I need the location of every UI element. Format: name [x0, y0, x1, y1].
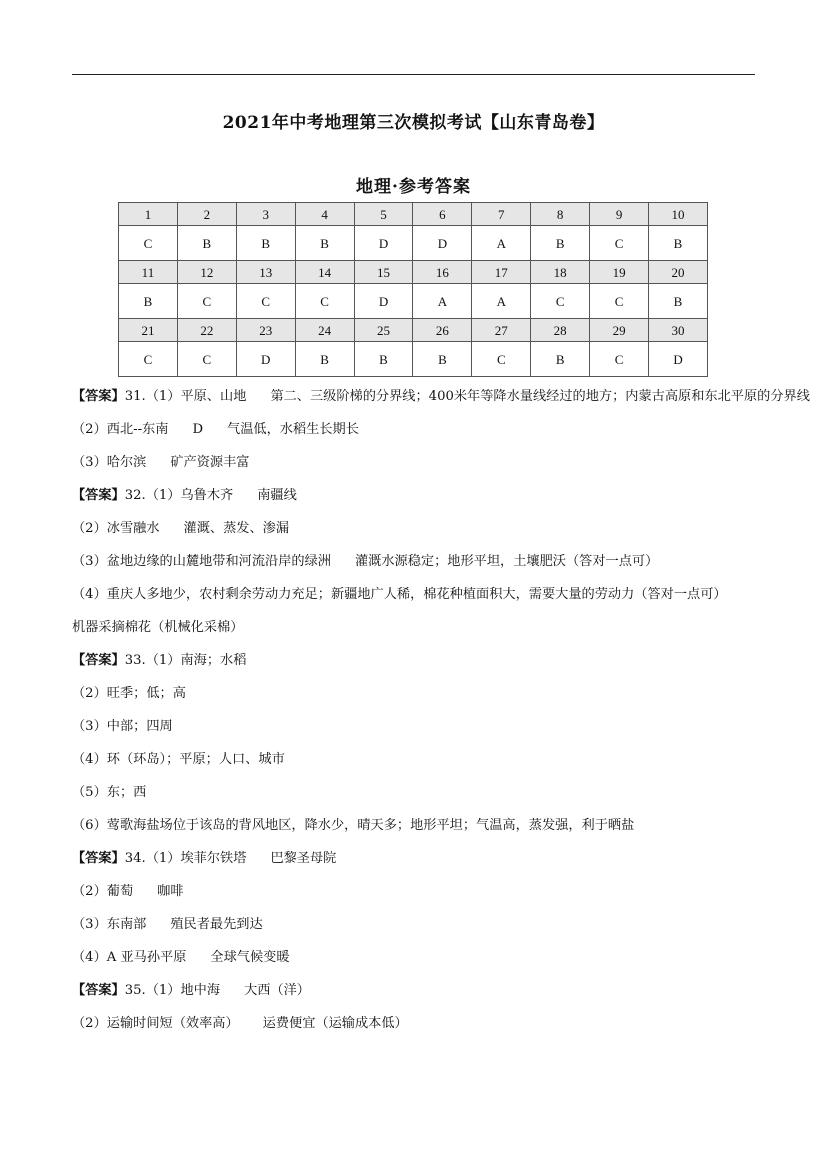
- question-number-cell: 8: [531, 203, 590, 226]
- answer-cell: B: [531, 226, 590, 261]
- answer-31-line-2: （2）西北--东南 D 气温低，水稻生长期长: [72, 422, 359, 437]
- answer-table: [118, 202, 708, 377]
- answer-cell: D: [413, 226, 472, 261]
- question-number-cell: 30: [649, 319, 708, 342]
- answer-label: 【答案】: [72, 983, 125, 998]
- question-number-cell: 3: [236, 203, 295, 226]
- answer-33-line-2: （2）旺季；低；高: [72, 686, 186, 701]
- question-number-cell: 4: [295, 203, 354, 226]
- question-number-cell: 20: [649, 261, 708, 284]
- answer-cell: C: [590, 342, 649, 377]
- question-number-cell: 5: [354, 203, 413, 226]
- answer-cell: C: [236, 284, 295, 319]
- answer-31-line-3: （3）哈尔滨 矿产资源丰富: [72, 455, 250, 470]
- table-row-numbers: [119, 319, 708, 342]
- answer-cell: C: [295, 284, 354, 319]
- header-rule: [72, 74, 755, 75]
- answer-32-line-4: （4）重庆人多地少，农村剩余劳动力充足；新疆地广人稀，棉花种植面积大，需要大量的劳动力（答对一点可）机器采摘棉花（机械化采棉）: [72, 587, 727, 635]
- answer-cell: D: [354, 284, 413, 319]
- answer-label: 【答案】: [72, 851, 125, 866]
- answer-cell: C: [531, 284, 590, 319]
- answer-cell: C: [590, 226, 649, 261]
- answer-33-line-3: （3）中部；四周: [72, 719, 173, 734]
- question-number-cell: 19: [590, 261, 649, 284]
- answer-label: 【答案】: [72, 488, 125, 503]
- question-number-cell: 16: [413, 261, 472, 284]
- page-subtitle: 地理·参考答案: [356, 177, 471, 197]
- answer-cell: B: [413, 342, 472, 377]
- answer-cell: B: [531, 342, 590, 377]
- question-number-cell: 1: [119, 203, 178, 226]
- answer-cell: A: [472, 226, 531, 261]
- question-number-cell: 12: [177, 261, 236, 284]
- question-number-cell: 6: [413, 203, 472, 226]
- answer-cell: D: [354, 226, 413, 261]
- answer-cell: B: [177, 226, 236, 261]
- table-row-answers: [119, 226, 708, 261]
- answer-cell: C: [177, 342, 236, 377]
- answer-cell: C: [177, 284, 236, 319]
- question-number-cell: 14: [295, 261, 354, 284]
- answer-cell: C: [590, 284, 649, 319]
- answer-cell: B: [295, 342, 354, 377]
- answer-34-line-2: （2）葡萄 咖啡: [72, 884, 184, 899]
- question-number-cell: 23: [236, 319, 295, 342]
- answer-cell: A: [472, 284, 531, 319]
- answer-cell: B: [649, 226, 708, 261]
- answer-cell: B: [236, 226, 295, 261]
- answer-cell: C: [119, 342, 178, 377]
- answer-cell: B: [354, 342, 413, 377]
- answer-33-line-1: 【答案】33.（1）南海；水稻: [72, 653, 247, 668]
- question-number-cell: 27: [472, 319, 531, 342]
- answer-34-line-4: （4）A 亚马孙平原 全球气候变暖: [72, 950, 290, 965]
- answer-cell: B: [295, 226, 354, 261]
- answer-31-line-1: 【答案】31.（1）平原、山地 第二、三级阶梯的分界线；400米年等降水量线经过的地方；内蒙古高原和东北平原的分界线: [72, 389, 810, 404]
- answer-cell: C: [119, 226, 178, 261]
- answer-32-line-1: 【答案】32.（1）乌鲁木齐 南疆线: [72, 488, 297, 503]
- question-number-cell: 22: [177, 319, 236, 342]
- answer-cell: D: [649, 342, 708, 377]
- answer-33-line-6: （6）莺歌海盐场位于该岛的背风地区，降水少，晴天多；地形平坦；气温高，蒸发强，利于晒盐: [72, 818, 635, 833]
- table-row-answers: [119, 342, 708, 377]
- question-number-cell: 15: [354, 261, 413, 284]
- table-row-numbers: [119, 203, 708, 226]
- question-number-cell: 2: [177, 203, 236, 226]
- answer-cell: B: [649, 284, 708, 319]
- answer-35-line-1: 【答案】35.（1）地中海 大西（洋）: [72, 983, 310, 998]
- answer-cell: A: [413, 284, 472, 319]
- question-number-cell: 28: [531, 319, 590, 342]
- answer-32-line-3: （3）盆地边缘的山麓地带和河流沿岸的绿洲 灌溉水源稳定；地形平坦，土壤肥沃（答对一点可）: [72, 554, 659, 569]
- question-number-cell: 11: [119, 261, 178, 284]
- answer-33-line-5: （5）东；西: [72, 785, 147, 800]
- question-number-cell: 9: [590, 203, 649, 226]
- table-row-numbers: [119, 261, 708, 284]
- answer-body: [72, 380, 810, 1040]
- answer-label: 【答案】: [72, 653, 125, 668]
- question-number-cell: 24: [295, 319, 354, 342]
- answer-35-line-2: （2）运输时间短（效率高） 运费便宜（运输成本低）: [72, 1016, 408, 1031]
- question-number-cell: 18: [531, 261, 590, 284]
- answer-33-line-4: （4）环（环岛）；平原；人口、城市: [72, 752, 285, 767]
- question-number-cell: 7: [472, 203, 531, 226]
- answer-cell: B: [119, 284, 178, 319]
- table-row-answers: [119, 284, 708, 319]
- answer-34-line-1: 【答案】34.（1）埃菲尔铁塔 巴黎圣母院: [72, 851, 337, 866]
- answer-34-line-3: （3）东南部 殖民者最先到达: [72, 917, 263, 932]
- question-number-cell: 21: [119, 319, 178, 342]
- answer-32-line-2: （2）冰雪融水 灌溉、蒸发、渗漏: [72, 521, 290, 536]
- question-number-cell: 29: [590, 319, 649, 342]
- page-title: 2021年中考地理第三次模拟考试【山东青岛卷】: [222, 113, 605, 133]
- question-number-cell: 25: [354, 319, 413, 342]
- question-number-cell: 26: [413, 319, 472, 342]
- question-number-cell: 17: [472, 261, 531, 284]
- question-number-cell: 10: [649, 203, 708, 226]
- answer-cell: C: [472, 342, 531, 377]
- question-number-cell: 13: [236, 261, 295, 284]
- answer-label: 【答案】: [72, 389, 125, 404]
- answer-cell: D: [236, 342, 295, 377]
